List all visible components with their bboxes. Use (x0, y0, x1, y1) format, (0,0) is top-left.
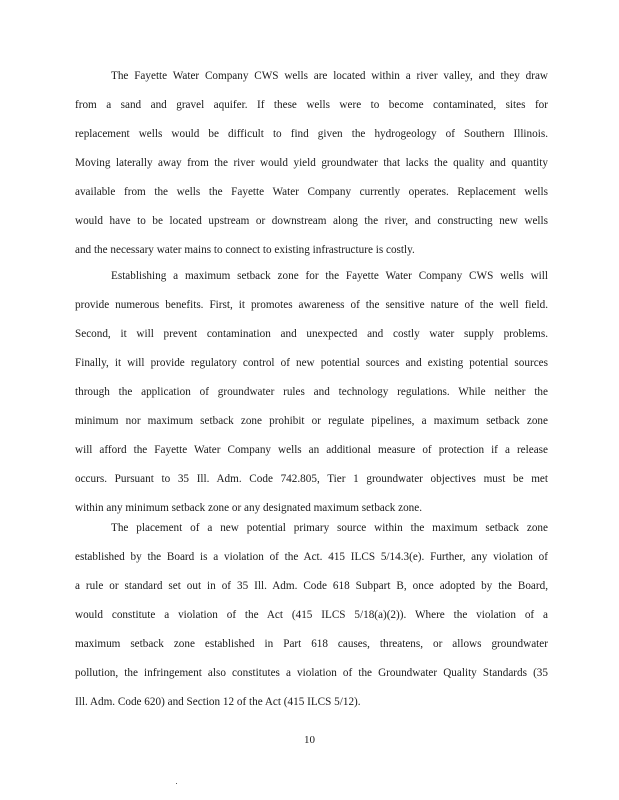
text-line: within any minimum setback zone or any designated maximum setback zone. (75, 502, 423, 514)
text-line: maximum setback zone established in Part 618 causes, threatens, or allows groundwater (75, 638, 548, 650)
text-line: and the necessary water mains to connect to existing infrastructure is costly. (75, 244, 415, 256)
text-line: minimum nor maximum setback zone prohibit or regulate pipelines, a maximum setback zone (75, 415, 548, 427)
text-line: established by the Board is a violation of the Act. 415 ILCS 5/14.3(e). Further, any violation of (75, 551, 548, 563)
text-line: Establishing a maximum setback zone for the Fayette Water Company CWS wells will (111, 270, 548, 282)
text-line: will afford the Fayette Water Company wells an additional measure of protection if a release (75, 444, 548, 456)
text-line: Moving laterally away from the river would yield groundwater that lacks the quality and quantity (75, 157, 548, 169)
paragraph-setback-benefits (75, 262, 548, 523)
text-line: from a sand and gravel aquifer. If these wells were to become contaminated, sites for (75, 99, 548, 111)
paragraph-violations (75, 514, 548, 717)
text-line: would constitute a violation of the Act (415 ILCS 5/18(a)(2)). Where the violation of a (75, 609, 548, 621)
text-line: Ill. Adm. Code 620) and Section 12 of the Act (415 ILCS 5/12). (75, 696, 361, 708)
text-line: Second, it will prevent contamination and unexpected and costly water supply problems. (75, 328, 548, 340)
page-number: 10 (304, 734, 315, 746)
text-line: available from the wells the Fayette Water Company currently operates. Replacement wells (75, 186, 548, 198)
text-line: Finally, it will provide regulatory control of new potential sources and existing potential sources (75, 357, 548, 369)
text-line: a rule or standard set out in of 35 Ill. Adm. Code 618 Subpart B, once adopted by the Board, (75, 580, 548, 592)
text-line: The placement of a new potential primary source within the maximum setback zone (111, 522, 548, 534)
text-line: The Fayette Water Company CWS wells are located within a river valley, and they draw (111, 70, 548, 82)
scan-speck (176, 783, 177, 784)
text-line: replacement wells would be difficult to find given the hydrogeology of Southern Illinois. (75, 128, 548, 140)
text-line: provide numerous benefits. First, it promotes awareness of the sensitive nature of the well field. (75, 299, 548, 311)
text-line: through the application of groundwater rules and technology regulations. While neither the (75, 386, 548, 398)
text-line: would have to be located upstream or downstream along the river, and constructing new wells (75, 215, 548, 227)
text-line: pollution, the infringement also constitutes a violation of the Groundwater Quality Standards (35 (75, 667, 548, 679)
paragraph-wells-location (75, 62, 548, 265)
text-line: occurs. Pursuant to 35 Ill. Adm. Code 742.805, Tier 1 groundwater objectives must be met (75, 473, 548, 485)
